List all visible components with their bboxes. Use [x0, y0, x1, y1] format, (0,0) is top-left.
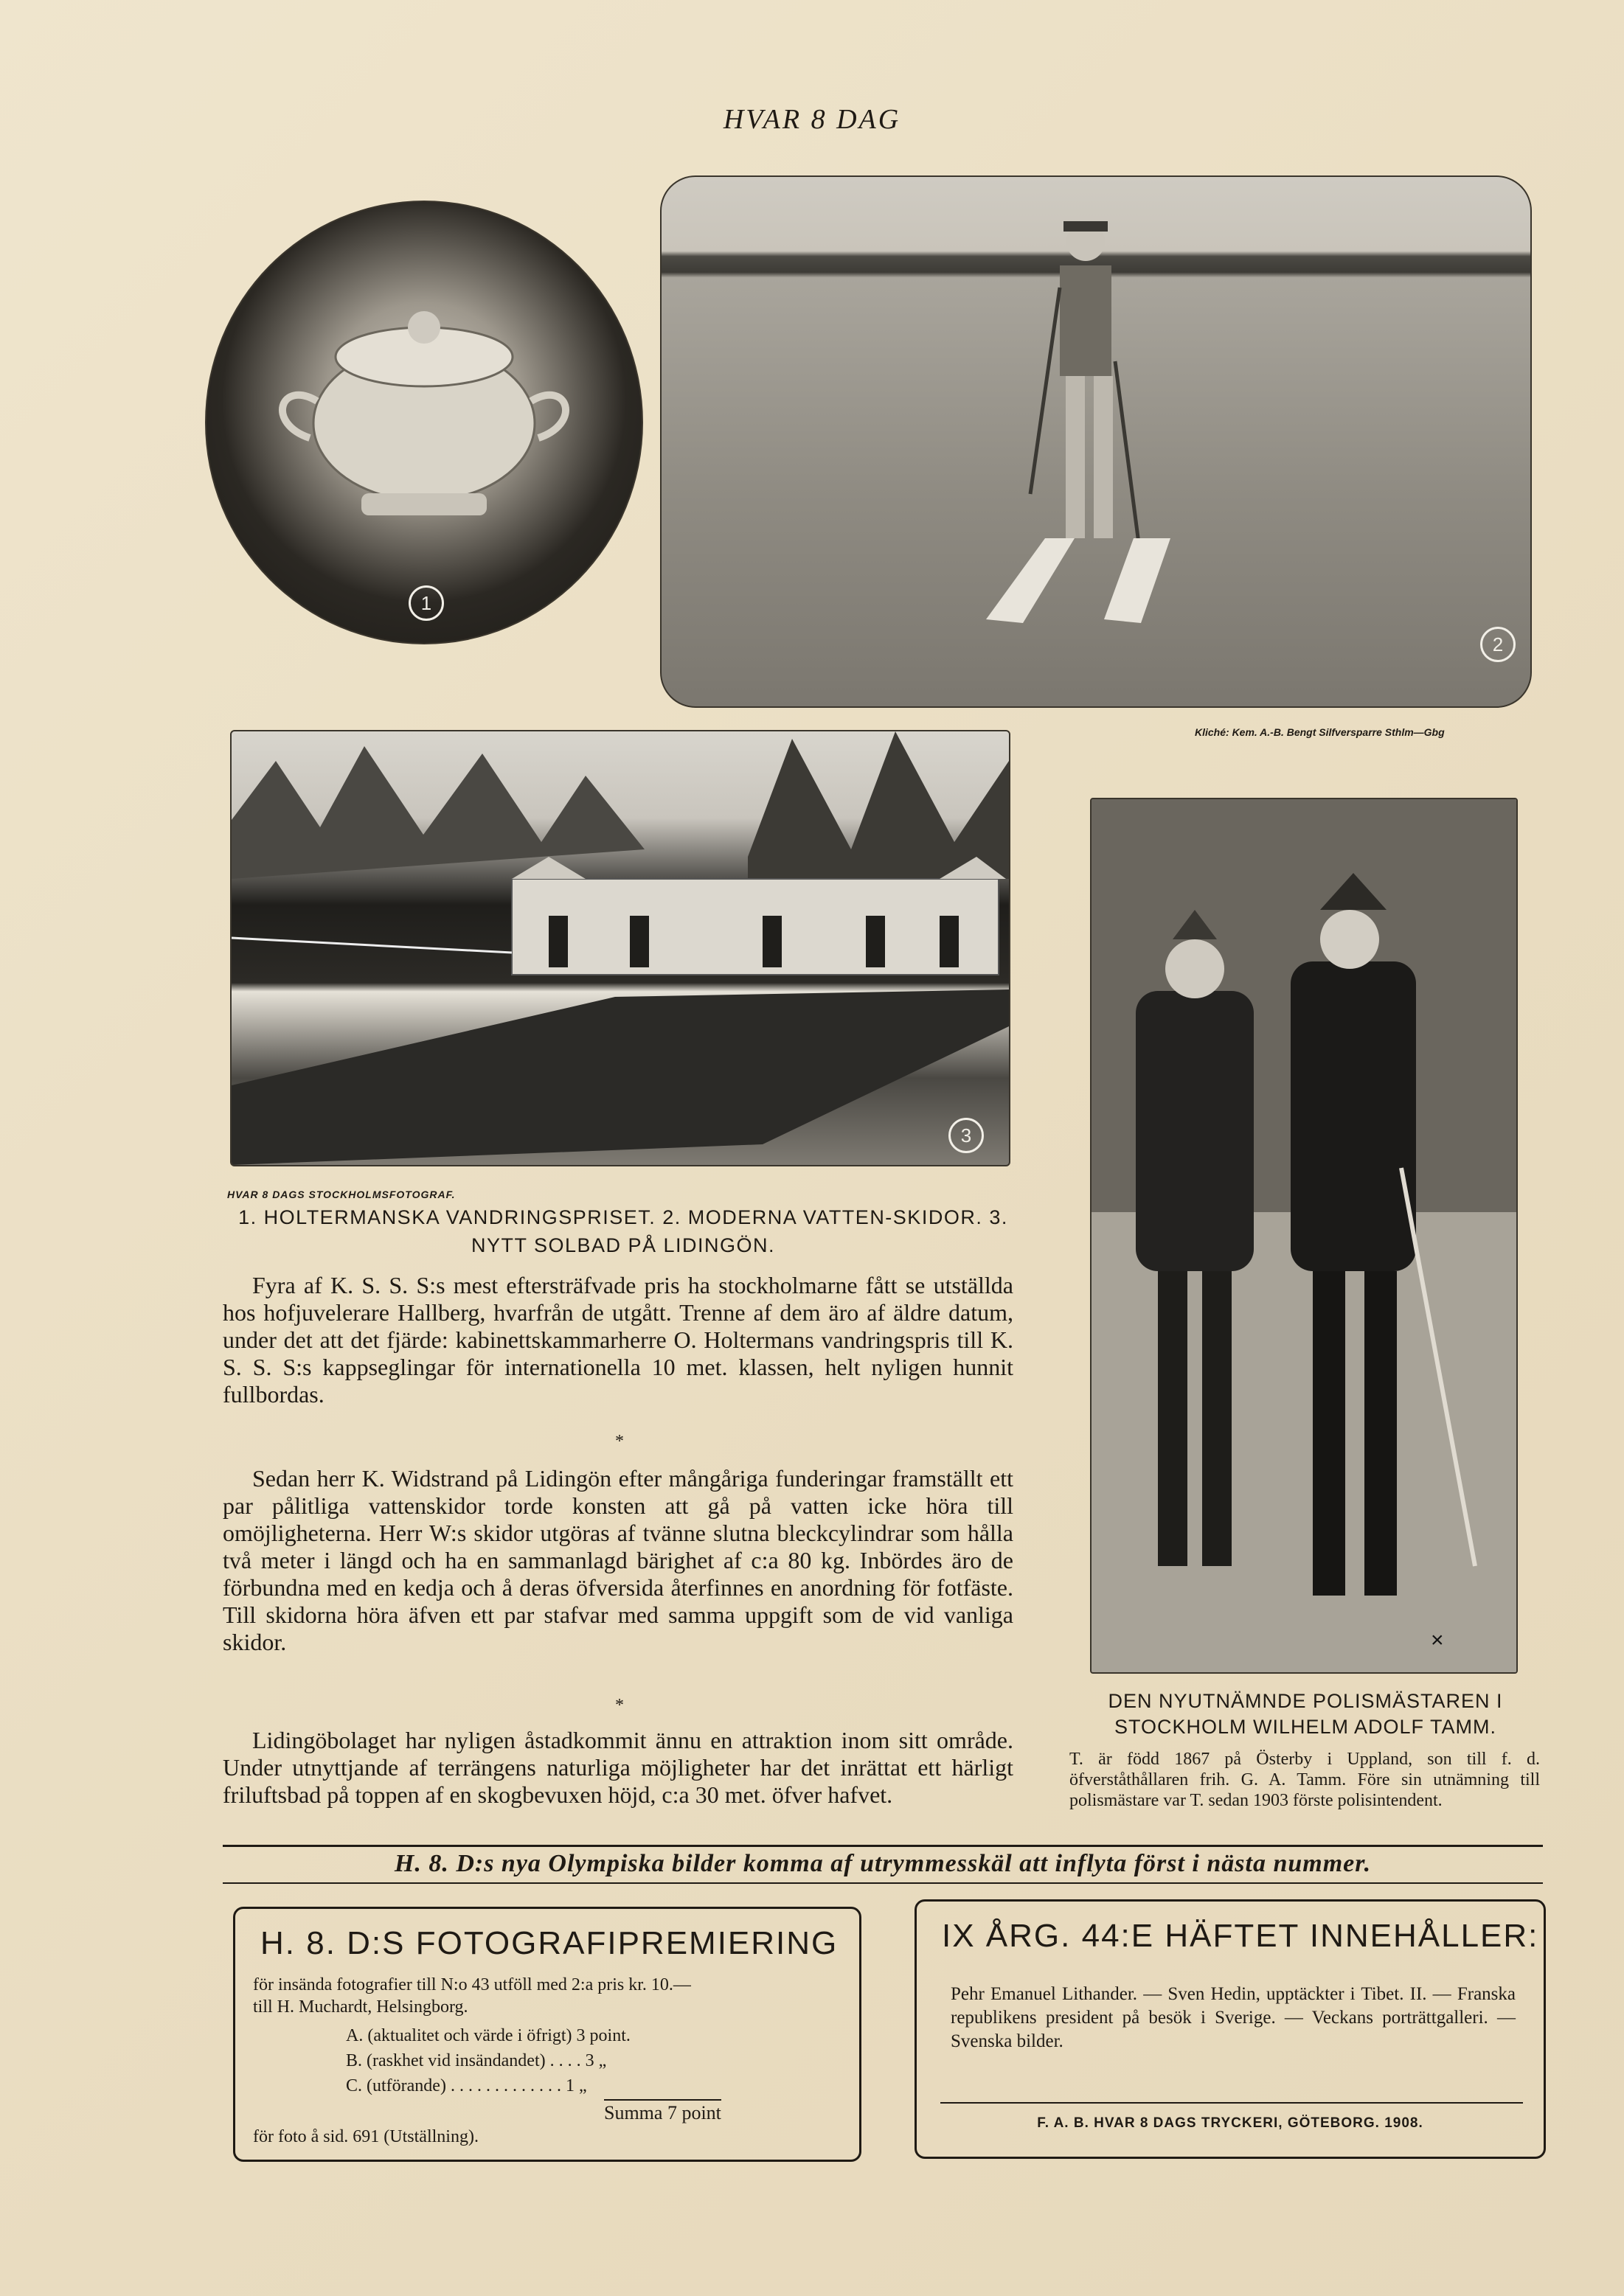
olympic-notice: H. 8. D:s nya Olympiska bilder komma af utrymmesskäl att inflyta först i nästa nummer. — [394, 1850, 1372, 1877]
score-item: C. (utförande) . . . . . . . . . . . . . 1 „ — [346, 2076, 587, 2095]
divider-bottom — [223, 1882, 1543, 1884]
article-outdoor-bath — [223, 1727, 1013, 1809]
score-sum: Summa 7 point — [604, 2099, 721, 2124]
photo-premium-line-2: till H. Muchardt, Helsingborg. — [253, 1997, 468, 2017]
photo-premium-line-1: för insända fotografier till N:o 43 utföll med 2:a pris kr. 10.— — [253, 1975, 691, 1994]
figure-number-2: 2 — [1480, 627, 1516, 662]
photo-water-skis — [660, 175, 1532, 708]
paragraph-outdoor-bath: Lidingöbolaget har nyligen åstadkommit ännu en attraktion inom sitt område. Under utnyttjande af terrängens naturliga möjligheter har det inrättat ett härligt friluftsbad på toppen af en skogbevuxen höjd, c:a 30 met. öfver hafvet. — [223, 1727, 1013, 1808]
separator-star-1: * — [615, 1432, 624, 1451]
officers-image — [1092, 799, 1516, 1672]
tureen-image — [207, 202, 642, 643]
score-item: A. (aktualitet och värde i öfrigt) 3 point. — [346, 2026, 631, 2045]
photo-credit-cliche: Kliché: Kem. A.-B. Bengt Silfversparre Sthlm—Gbg — [1195, 726, 1445, 738]
water-skis-image — [662, 177, 1530, 706]
article-tureen — [223, 1272, 1013, 1408]
separator-star-2: * — [615, 1696, 624, 1715]
printer-imprint: F. A. B. HVAR 8 DAGS TRYCKERI, GÖTEBORG. 1908. — [1037, 2115, 1423, 2131]
photo-marker: × — [1431, 1628, 1444, 1652]
figure-caption: 1. HOLTERMANSKA VANDRINGSPRISET. 2. MODERNA VATTEN-SKIDOR. 3. NYTT SOLBAD PÅ LIDINGÖN. — [238, 1206, 1008, 1256]
issue-contents-box — [915, 1899, 1546, 2159]
figure-number-1: 1 — [409, 585, 444, 621]
police-chief-caption-heading: DEN NYUTNÄMNDE POLISMÄSTAREN I STOCKHOLM WILHELM ADOLF TAMM. — [1108, 1690, 1503, 1738]
figure-number-3: 3 — [948, 1118, 984, 1153]
photo-premium-box — [233, 1907, 861, 2162]
photo-premium-title: H. 8. D:S FOTOGRAFIPREMIERING — [260, 1925, 839, 1961]
score-item: B. (raskhet vid insändandet) . . . . 3 „ — [346, 2051, 607, 2070]
issue-contents-title: IX ÅRG. 44:E HÄFTET INNEHÅLLER: — [942, 1918, 1539, 1954]
issue-contents-list: Pehr Emanuel Lithander. — Sven Hedin, upptäckter i Tibet. II. — Franska republikens president på besök i Sverige. — Veckans porträttgalleri. — Svenska bilder. — [951, 1984, 1516, 2051]
photo-police-chief — [1090, 798, 1518, 1674]
photo-outdoor-pool — [230, 730, 1010, 1166]
paragraph-water-skis: Sedan herr K. Widstrand på Lidingön efter mångåriga funderingar framställt ett par pålitliga vattenskidor torde konsten att gå på vatten icke höra till omöjligheterna. Herr W:s skidor utgöras af tvänne slutna bleckcylindrar som hålla två meter i längd och ha en sammanlagd bärighet af c:a 80 kg. Inbördes äro de förbundna med en kedja och å deras öfversida återfinnes en anordning för fotfäste. Till skidorna höra äfven ett par stafvar med samma uppgift som de vid vanliga skidor. — [223, 1465, 1013, 1655]
paragraph-tureen: Fyra af K. S. S. S:s mest eftersträfvade pris ha stockholmarne fått se utställda hos hofjuvelerare Hallberg, hvarfrån de utgått. Trenne af dem äro af äldre datum, under det att det fjärde: kabinettskammarherre O. Holtermans vandringspris till K. S. S. S:s kappseglingar för internationella 10 met. klassen, helt nyligen hunnit fullbordas. — [223, 1272, 1013, 1408]
photo-credit-stockholm: HVAR 8 DAGS STOCKHOLMSFOTOGRAF. — [227, 1189, 456, 1200]
photo-premium-footer: för foto å sid. 691 (Utställning). — [253, 2127, 479, 2146]
pool-image — [232, 731, 1009, 1165]
photo-premium-scores — [346, 2023, 656, 2098]
running-head: HVAR 8 DAG — [723, 104, 901, 135]
issue-contents-divider — [940, 2102, 1523, 2104]
article-water-skis — [223, 1465, 1013, 1656]
photo-tureen — [205, 201, 643, 644]
police-chief-caption-text: T. är född 1867 på Österby i Uppland, son till f. d. öfverståthållaren frih. G. A. Tamm. Före sin utnämning till polismästare var T. sedan 1903 förste polisintendent. — [1069, 1750, 1540, 1810]
